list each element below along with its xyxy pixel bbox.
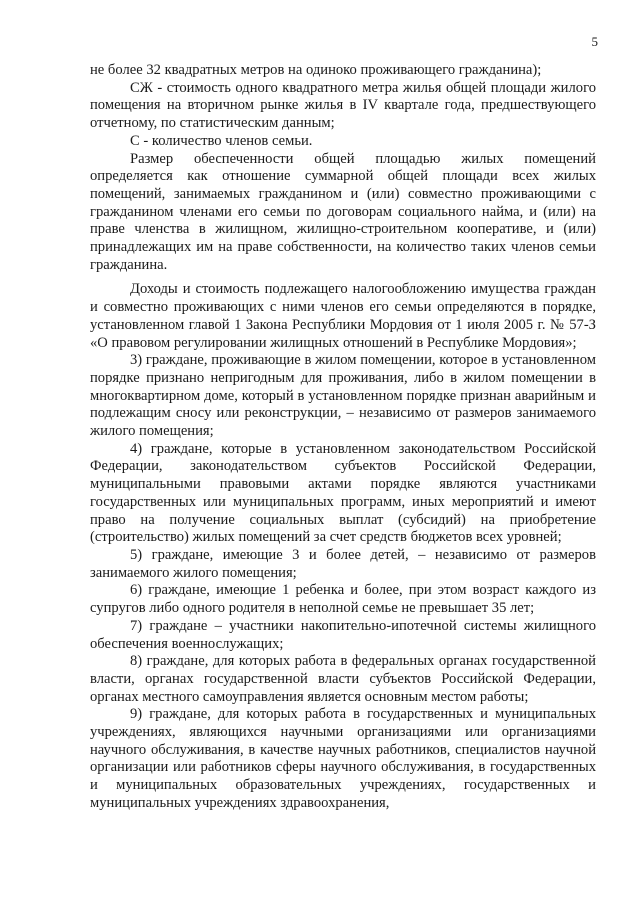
page-number: 5	[591, 34, 598, 49]
list-item-5: 5) граждане, имеющие 3 и более детей, – независимо от размеров занимаемого жилого помещения;	[90, 546, 596, 581]
list-item-7: 7) граждане – участники накопительно-ипотечной системы жилищного обеспечения военнослужащих;	[90, 617, 596, 652]
paragraph-c-definition: С - количество членов семьи.	[130, 132, 313, 149]
list-item-3: 3) граждане, проживающие в жилом помещении, которое в установленном порядке признано непригодным для проживания, либо в жилом помещении в многоквартирном доме, который в установленном порядке признан аварийным и подлежащим сносу или реконструкции, – независимо от размеров занимаемого жилого помещения;	[90, 352, 596, 440]
paragraph-continuation: не более 32 квадратных метров на одиноко проживающего гражданина);	[90, 62, 542, 78]
list-item-6: 6) граждане, имеющие 1 ребенка и более, при этом возраст каждого из супругов либо одного родителя в неполной семье не превышает 35 лет;	[90, 582, 596, 617]
paragraph-sz-definition: СЖ - стоимость одного квадратного метра жилья общей площади жилого помещения на вторичном рынке жилья в IV квартале года, предшествующего отчетному, по статистическим данным;	[90, 79, 596, 132]
list-item-4: 4) граждане, которые в установленном законодательством Российской Федерации, законодательством субъектов Российской Федерации, муниципальными правовыми актами порядке являются участниками государственных или муниципальных программ, иных мероприятий и имеют право на получение социальных выплат (субсидий) на приобретение (строительство) жилых помещений за счет средств бюджетов всех уровней;	[90, 440, 596, 546]
list-item-8: 8) граждане, для которых работа в федеральных органах государственной власти, органах государственной власти субъектов Российской Федерации, органах местного самоуправления является основным местом работы;	[90, 653, 596, 705]
document-body	[90, 62, 596, 813]
paragraph-housing-provision: Размер обеспеченности общей площадью жилых помещений определяется как отношение суммарной общей площади всех жилых помещений, занимаемых гражданином и (или) совместно проживающими с гражданином членами его семьи по договорам социального найма, и (или) на праве членства в жилищном, жилищно-строительном кооперативе, и (или) принадлежащих им на праве собственности, на количество таких членов семьи гражданина.	[90, 150, 596, 273]
list-item-9: 9) граждане, для которых работа в государственных и муниципальных учреждениях, являющихся научными организациями или организациями научного обслуживания, в качестве научных работников, специалистов научной организации или работников сферы научного обслуживания, в государственных и муниципальных образовательных учреждениях, государственных и муниципальных учреждениях здравоохранения,	[90, 706, 596, 811]
paragraph-income-property: Доходы и стоимость подлежащего налогообложению имущества граждан и совместно проживающих с ними членов его семьи определяются в порядке, установленном главой 1 Закона Республики Мордовия от 1 июля 2005 г. № 57-З «О правовом регулировании жилищных отношений в Республике Мордовия»;	[90, 281, 596, 351]
